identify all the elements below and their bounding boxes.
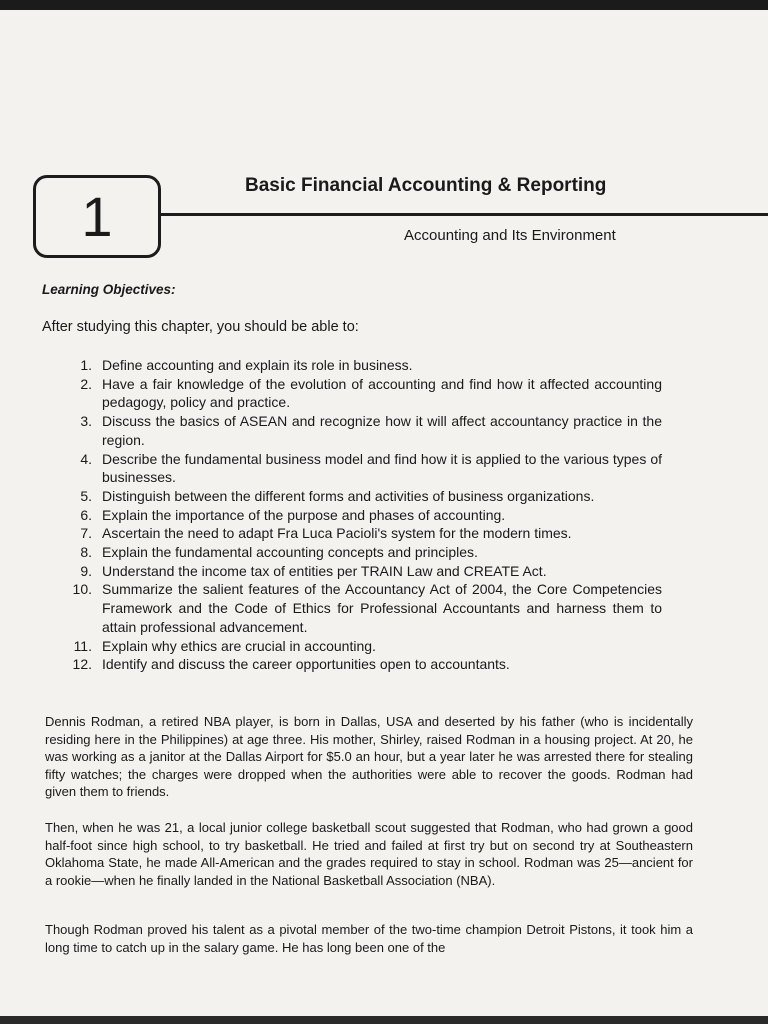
objective-item	[62, 655, 662, 674]
objective-number: 7.	[80, 525, 92, 542]
objective-number: 4.	[80, 450, 92, 467]
objective-text: Identify and discuss the career opportunities open to accountants.	[102, 656, 510, 673]
objective-text: Ascertain the need to adapt Fra Luca Pacioli's system for the modern times.	[102, 525, 572, 542]
objective-text: Explain why ethics are crucial in accounting.	[102, 637, 376, 654]
book-title: Basic Financial Accounting & Reporting	[245, 175, 607, 196]
objective-item	[62, 580, 662, 636]
objective-text: Understand the income tax of entities per TRAIN Law and CREATE Act.	[102, 562, 547, 579]
objectives-list	[62, 356, 662, 674]
page-top-edge	[0, 0, 768, 10]
objective-number: 8.	[80, 544, 92, 561]
objective-text: Describe the fundamental business model and find how it is applied to the various types of businesses.	[102, 450, 662, 486]
objective-number: 11.	[73, 637, 92, 654]
objective-number: 2.	[80, 375, 92, 392]
objective-text: Summarize the salient features of the Accountancy Act of 2004, the Core Competencies Framework and the Code of Ethics for Professional Accountants and harness them to attain professional advancement.	[102, 581, 662, 635]
learning-objectives-heading: Learning Objectives:	[42, 282, 176, 297]
objective-item	[62, 524, 662, 543]
objective-item	[62, 543, 662, 562]
objective-number: 5.	[80, 487, 92, 504]
objective-text: Explain the fundamental accounting concepts and principles.	[102, 544, 478, 561]
objective-text: Explain the importance of the purpose and phases of accounting.	[102, 506, 506, 523]
objective-item	[62, 375, 662, 412]
chapter-number-box	[33, 175, 161, 258]
objective-number: 10.	[72, 581, 92, 598]
objective-text: Define accounting and explain its role in business.	[102, 357, 413, 373]
learning-objectives-intro: After studying this chapter, you should be able to:	[42, 319, 359, 335]
objective-number: 9.	[80, 562, 92, 579]
objective-number: 3.	[80, 413, 92, 430]
objective-text: Distinguish between the different forms and activities of business organizations.	[102, 487, 595, 504]
chapter-number: 1	[81, 184, 113, 248]
objective-item	[62, 562, 662, 581]
objective-item	[62, 356, 662, 375]
objective-number: 12.	[72, 656, 92, 673]
objective-item	[62, 506, 662, 525]
body-paragraph: Then, when he was 21, a local junior college basketball scout suggested that Rodman, who had grown a good half-foot since high school, to try basketball. He tried and failed at first try but on second try at Southeastern Oklahoma State, he made All-American and the grades required to stay in school. Rodman was 25—ancient for a rookie—when he finally landed in the National Basketball Association (NBA).	[45, 820, 693, 888]
objective-number: 6.	[80, 506, 92, 523]
objective-number: 1.	[80, 357, 92, 373]
objective-item	[62, 412, 662, 449]
header-rule	[161, 213, 768, 216]
body-paragraph: Dennis Rodman, a retired NBA player, is born in Dallas, USA and deserted by his father (who is incidentally residing here in the Philippines) at age three. His mother, Shirley, raised Rodman in a housing project. At 20, he was working as a janitor at the Dallas Airport for $5.0 an hour, but a year later he was arrested there for stealing fifty watches; the charges were dropped when the authorities were able to recover the goods. Rodman had given them to friends.	[45, 714, 693, 800]
objective-item	[62, 637, 662, 656]
page-bottom-edge	[0, 1016, 768, 1024]
objective-text: Discuss the basics of ASEAN and recognize how it will affect accountancy practice in the region.	[102, 413, 662, 448]
objective-item	[62, 487, 662, 506]
objective-text: Have a fair knowledge of the evolution of accounting and find how it affected accounting pedagogy, policy and practice.	[102, 375, 662, 411]
body-paragraph: Though Rodman proved his talent as a pivotal member of the two-time champion Detroit Pistons, it took him a long time to catch up in the salary game. He has long been one of the	[45, 922, 693, 955]
chapter-title: Accounting and Its Environment	[404, 227, 616, 244]
objective-item	[62, 450, 662, 487]
